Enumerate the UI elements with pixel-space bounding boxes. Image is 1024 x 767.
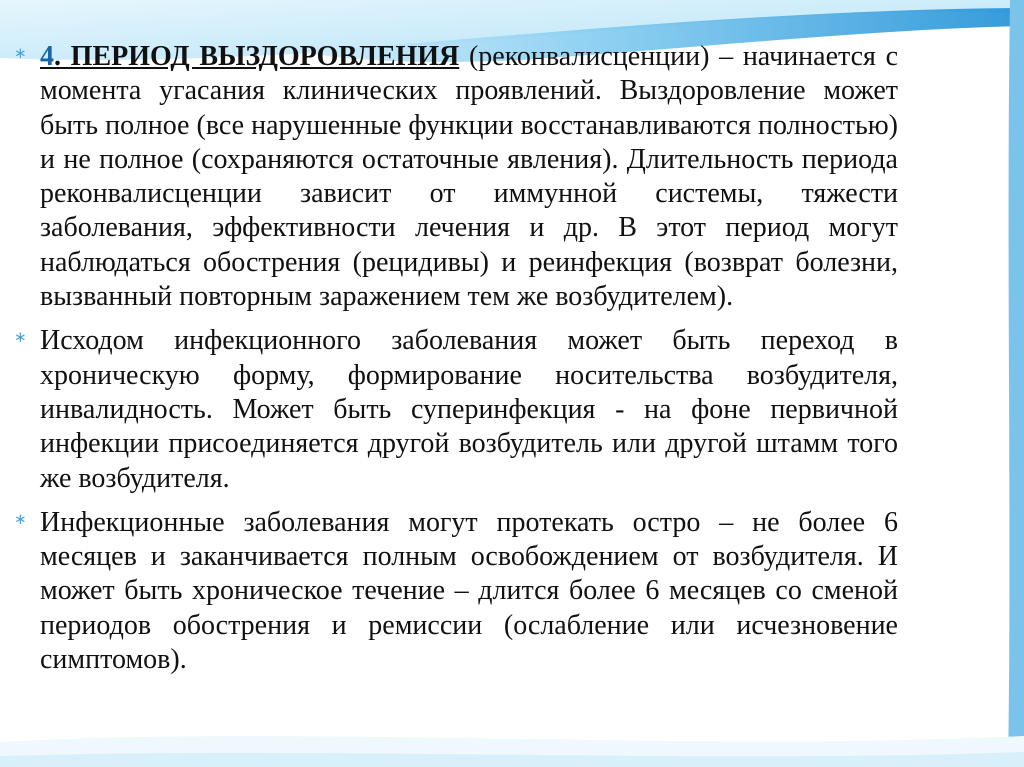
paragraph-body: Инфекционные заболевания могут протекать остро – не более 6 месяцев и заканчивается полным освобождением от возбудителя. И может быть хроническое течение – длится более 6 месяцев со сменой периодов обострения и ремиссии (ослабление или исчезновение симптомов).: [40, 506, 898, 676]
section-heading: [40, 41, 459, 72]
paragraph-body: (реконвалисценции) – начинается с момента угасания клинических проявлений. Выздоровление может быть полное (все нарушенные функции восстанавливаются полностью) и не полное (сохраняются остаточные явления). Длительность периода реконвалисценции зависит от иммунной системы, тяжести заболевания, эффективности лечения и др. В этот период могут наблюдаться обострения (рецидивы) и реинфекция (возврат болезни, вызванный повторным заражением тем же возбудителем).: [40, 41, 899, 313]
content-area: [14, 40, 898, 687]
asterisk-bullet-icon: ∗: [14, 328, 27, 347]
asterisk-bullet-icon: ∗: [14, 44, 27, 62]
paragraph-disease-outcome: [14, 324, 898, 495]
paragraph-text: [40, 40, 898, 314]
right-accent-band: [1008, 0, 1024, 767]
asterisk-bullet-icon: ∗: [14, 509, 27, 528]
paragraph-disease-course: [14, 506, 898, 677]
heading-number: 4: [40, 41, 54, 72]
heading-text: . ПЕРИОД ВЫЗДОРОВЛЕНИЯ: [54, 41, 460, 72]
paragraph-body: Исходом инфекционного заболевания может быть переход в хроническую форму, формирование носительства возбудителя, инвалидность. Может быть суперинфекция - на фоне первичной инфекции присоединяется другой возбудитель или другой штамм того же возбудителя.: [40, 325, 898, 494]
paragraph-recovery-period: [14, 40, 898, 314]
